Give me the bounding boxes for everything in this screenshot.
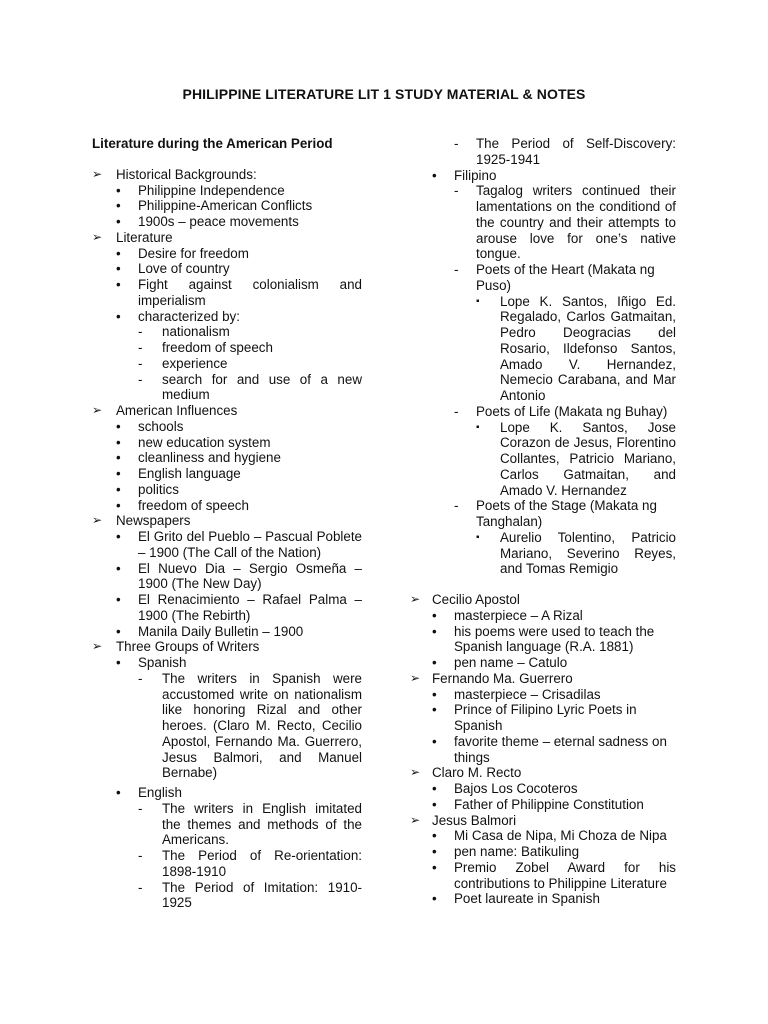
english-writers-list [92, 801, 362, 911]
list-item: • Manila Daily Bulletin – 1900 [116, 623, 304, 639]
list-item: • Bajos Los Cocoteros [432, 781, 578, 796]
bullet-icon: • [432, 623, 437, 639]
topic-apostol: ➢ Cecilio Apostol [410, 592, 520, 607]
arrow-icon: ➢ [410, 765, 421, 780]
dash-icon: - [138, 371, 143, 387]
list-item: • characterized by: [116, 308, 240, 324]
list-item: • Poet laureate in Spanish [432, 891, 600, 907]
topic-american-influences: ➢ American Influences [92, 403, 238, 418]
list-item: - search for and use of a new medium [138, 371, 362, 403]
bullet-icon: • [432, 781, 437, 796]
bullet-icon: • [116, 308, 121, 324]
bullet-icon: • [116, 785, 121, 800]
bullet-icon: • [116, 623, 121, 639]
list-item: - Poets of Life (Makata ng Buhay) [454, 403, 668, 419]
list-item: • his poems were used to teach the Spanish language (R.A. 1881) [432, 623, 655, 655]
bullet-icon: • [432, 686, 437, 702]
right-column [410, 136, 676, 907]
dash-icon: - [454, 183, 459, 199]
american-list [92, 419, 362, 514]
list-item: • Love of country [116, 261, 230, 277]
bullet-icon: • [116, 198, 121, 214]
bullet-icon: • [116, 182, 121, 198]
list-item: ▪ Lope K. Santos, Iñigo Ed. Regalado, Carlos Gatmaitan, Pedro Deogracias del Rosario, Ildefonso Santos, Amado V. Hernandez, Nemecio Carabana, and Mar Antonio [476, 293, 676, 403]
list-item: • Desire for freedom [116, 245, 249, 261]
list-item: • Spanish [116, 655, 187, 670]
list-item: • masterpiece – A Rizal [432, 607, 583, 623]
topic-newspapers: ➢ Newspapers [92, 513, 191, 529]
dash-icon: - [138, 670, 143, 686]
list-item: • new education system [116, 434, 271, 450]
list-item: ▪ Aurelio Tolentino, Patricio Mariano, Severino Reyes, and Tomas Remigio [476, 529, 676, 577]
list-item: • pen name: Batikuling [432, 844, 580, 859]
topic-balmori: ➢ Jesus Balmori [410, 812, 517, 828]
list-item: • Father of Philippine Constitution [432, 796, 644, 812]
list-item: - nationalism [138, 324, 230, 340]
list-item: • Mi Casa de Nipa, Mi Choza de Nipa [432, 828, 667, 844]
bullet-icon: • [116, 450, 121, 466]
square-bullet-icon: ▪ [476, 295, 480, 307]
bullet-icon: • [432, 844, 437, 859]
dash-icon: - [138, 800, 143, 816]
bullet-icon: • [116, 214, 121, 229]
list-item: • Premio Zobel Award for his contributions to Philippine Literature [432, 859, 676, 891]
list-item: - The Period of Imitation: 1910-1925 [138, 879, 362, 911]
list-item: • masterpiece – Crisadilas [432, 686, 601, 702]
list-item: - Tagalog writers continued their lamentations on the conditiond of the country and their attempts to arouse love for one’s native tongue. [454, 183, 676, 262]
arrow-icon: ➢ [92, 639, 103, 654]
topic-recto: ➢ Claro M. Recto [410, 765, 522, 781]
list-item: - The writers in Spanish were accustomed write on nationalism like honoring Rizal and other heroes. (Claro M. Recto, Cecilio Apostol, Fernando Ma. Guerrero, Jesus Balmori, and Manuel Bernabe) [138, 670, 362, 781]
bullet-icon: • [116, 592, 121, 607]
arrow-icon: ➢ [410, 812, 421, 827]
arrow-icon: ➢ [92, 513, 103, 528]
bullet-icon: • [432, 167, 437, 183]
bullet-icon: • [116, 277, 121, 292]
topic-guerrero: ➢ Fernando Ma. Guerrero [410, 670, 573, 686]
list-item: • English language [116, 466, 241, 481]
list-item: - Poets of the Stage (Makata ng Tanghalan) [454, 498, 657, 529]
list-item: • Filipino [432, 167, 497, 183]
dash-icon: - [454, 262, 459, 277]
list-item: • El Nuevo Dia – Sergio Osmeña – 1900 (The New Day) [116, 560, 362, 592]
left-column [92, 136, 362, 911]
list-item: • English [116, 785, 182, 800]
bullet-icon: • [116, 497, 121, 513]
list-item: • Fight against colonialism and imperialism [116, 277, 362, 308]
bullet-icon: • [432, 828, 437, 844]
spanish-writers-list [92, 671, 362, 781]
arrow-icon: ➢ [92, 403, 103, 417]
bullet-icon: • [432, 891, 437, 907]
list-item: • schools [116, 418, 184, 434]
bullet-icon: • [116, 261, 121, 277]
bullet-icon: • [116, 481, 121, 497]
list-item: - The Period of Self-Discovery: 1925-1941 [454, 136, 676, 167]
dash-icon: - [454, 403, 459, 419]
list-item: • freedom of speech [116, 497, 249, 513]
section-heading: Literature during the American Period [92, 136, 333, 151]
list-item: • El Grito del Pueblo – Pascual Poblete – 1900 (The Call of the Nation) [116, 529, 362, 560]
list-item: • 1900s – peace movements [116, 214, 299, 229]
dash-icon: - [138, 340, 143, 355]
bullet-icon: • [432, 607, 437, 623]
dash-icon: - [454, 136, 459, 151]
list-item: • Philippine-American Conflicts [116, 198, 313, 214]
arrow-icon: ➢ [410, 592, 421, 606]
newspapers-list [92, 529, 362, 639]
list-item: - freedom of speech [138, 340, 273, 355]
topic-writer-groups: ➢ Three Groups of Writers [92, 639, 260, 655]
bullet-icon: • [432, 859, 437, 875]
bullet-icon: • [116, 655, 121, 670]
bullet-icon: • [116, 245, 121, 261]
filipino-list [410, 183, 676, 293]
square-bullet-icon: ▪ [476, 421, 480, 433]
dash-icon: - [454, 498, 459, 514]
bullet-icon: • [432, 796, 437, 812]
list-item: - experience [138, 355, 228, 371]
bullet-icon: • [116, 560, 121, 576]
square-bullet-icon: ▪ [476, 531, 480, 543]
bullet-icon: • [116, 434, 121, 450]
bullet-icon: • [116, 466, 121, 481]
arrow-icon: ➢ [92, 229, 103, 244]
list-item: ▪ Lope K. Santos, Jose Corazon de Jesus, Florentino Collantes, Patricio Mariano, Carlos Gatmaitan, and Amado V. Hernandez [476, 419, 676, 498]
topic-list [92, 167, 362, 183]
dash-icon: - [138, 879, 143, 895]
list-item: • favorite theme – eternal sadness on things [432, 733, 667, 765]
list-item: • El Renacimiento – Rafael Palma – 1900 (The Rebirth) [116, 592, 362, 623]
dash-icon: - [138, 848, 143, 863]
list-item: • Philippine Independence [116, 182, 285, 198]
list-item: • Prince of Filipino Lyric Poets in Spanish [432, 702, 637, 733]
bullet-icon: • [432, 655, 437, 670]
bullet-icon: • [116, 418, 121, 434]
arrow-icon: ➢ [410, 670, 421, 685]
bullet-icon: • [116, 529, 121, 544]
historical-list [92, 183, 362, 230]
topic-historical: ➢ Historical Backgrounds: [92, 166, 257, 182]
arrow-icon: ➢ [92, 166, 103, 181]
dash-icon: - [138, 324, 143, 340]
list-item: • pen name – Catulo [432, 655, 568, 670]
document-title: PHILIPPINE LITERATURE LIT 1 STUDY MATERIAL & NOTES [182, 86, 586, 102]
list-item: • politics [116, 481, 179, 497]
bullet-icon: • [432, 733, 437, 749]
characterized-list [92, 324, 362, 403]
list-item: • cleanliness and hygiene [116, 450, 281, 466]
dash-icon: - [138, 355, 143, 371]
literature-list [92, 246, 362, 325]
list-item: - The writers in English imitated the themes and methods of the Americans. [138, 800, 362, 848]
list-item: - Poets of the Heart (Makata ng Puso) [454, 262, 655, 293]
list-item: - The Period of Re-orientation: 1898-1910 [138, 848, 362, 879]
topic-literature: ➢ Literature [92, 229, 173, 245]
bullet-icon: • [432, 702, 437, 718]
